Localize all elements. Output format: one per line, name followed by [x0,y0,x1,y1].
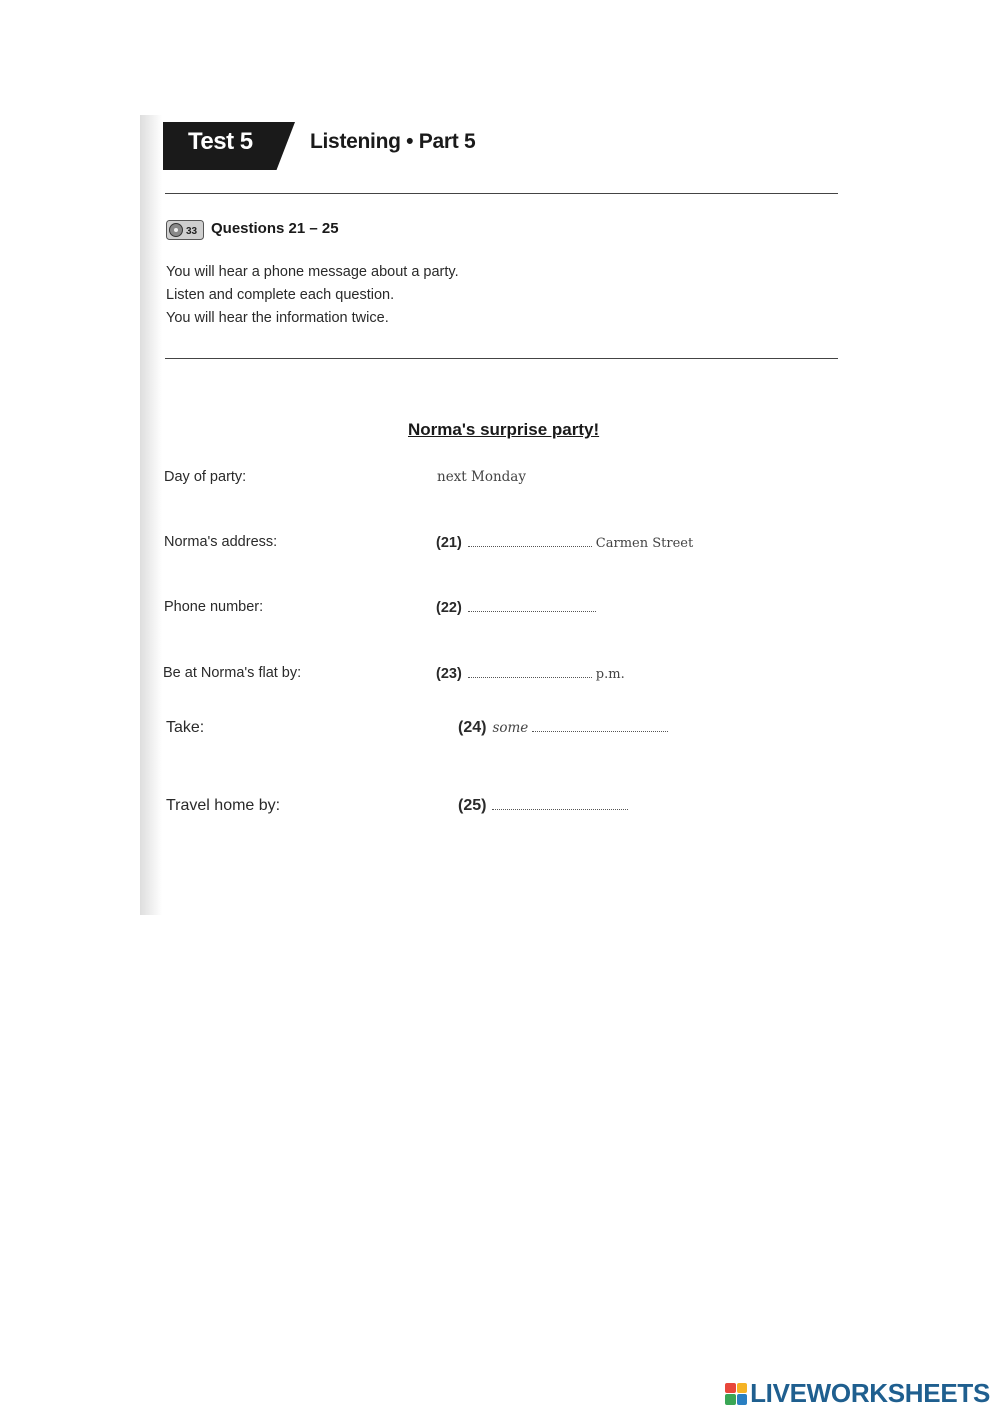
section-title: Listening • Part 5 [310,130,476,153]
answer-blank-22[interactable] [468,599,596,612]
divider [165,193,838,194]
form-answer-time [436,665,625,682]
answer-blank-25[interactable] [492,797,628,810]
test-title: Test 5 [188,128,253,155]
track-number: 33 [186,226,198,237]
form-label-take: Take: [166,719,205,736]
question-number: (23) [436,666,462,682]
answer-blank-21[interactable] [468,534,592,547]
form-label-phone: Phone number: [164,599,264,615]
divider [165,358,838,359]
form-label-time: Be at Norma's flat by: [163,665,302,681]
logo-tile [737,1383,748,1394]
answer-suffix: p.m. [595,667,625,682]
instructions [166,261,459,330]
question-number: (21) [436,535,462,551]
scan-edge-shadow [140,115,162,915]
form-label-day: Day of party: [164,469,247,485]
cd-audio-icon [166,220,204,240]
form-answer-take [458,719,668,737]
instruction-line: You will hear the information twice. [166,310,389,326]
form-label-travel: Travel home by: [166,797,281,814]
brand-name: LIVEWORKSHEETS [750,1378,990,1408]
answer-blank-24[interactable] [532,719,668,732]
answer-blank-23[interactable] [468,665,592,678]
question-number: (25) [458,797,487,814]
form-title: Norma's surprise party! [408,420,600,439]
logo-tile [725,1383,736,1394]
question-number: (24) [458,719,487,736]
question-number: (22) [436,600,462,616]
questions-heading: Questions 21 – 25 [211,220,339,237]
liveworksheets-brand[interactable] [725,1378,990,1409]
form-answer-phone [436,599,596,616]
form-answer-address [436,534,693,551]
logo-tile [737,1394,748,1405]
form-answer-day [437,469,526,485]
given-answer: next Monday [437,469,526,485]
answer-suffix: Carmen Street [595,536,694,551]
liveworksheets-logo-icon [725,1383,747,1405]
form-label-address: Norma's address: [164,534,278,550]
form-answer-travel [458,797,628,815]
instruction-line: You will hear a phone message about a party. [166,264,459,280]
logo-tile [725,1394,736,1405]
answer-prefix: some [492,720,529,736]
instruction-line: Listen and complete each question. [166,287,395,303]
